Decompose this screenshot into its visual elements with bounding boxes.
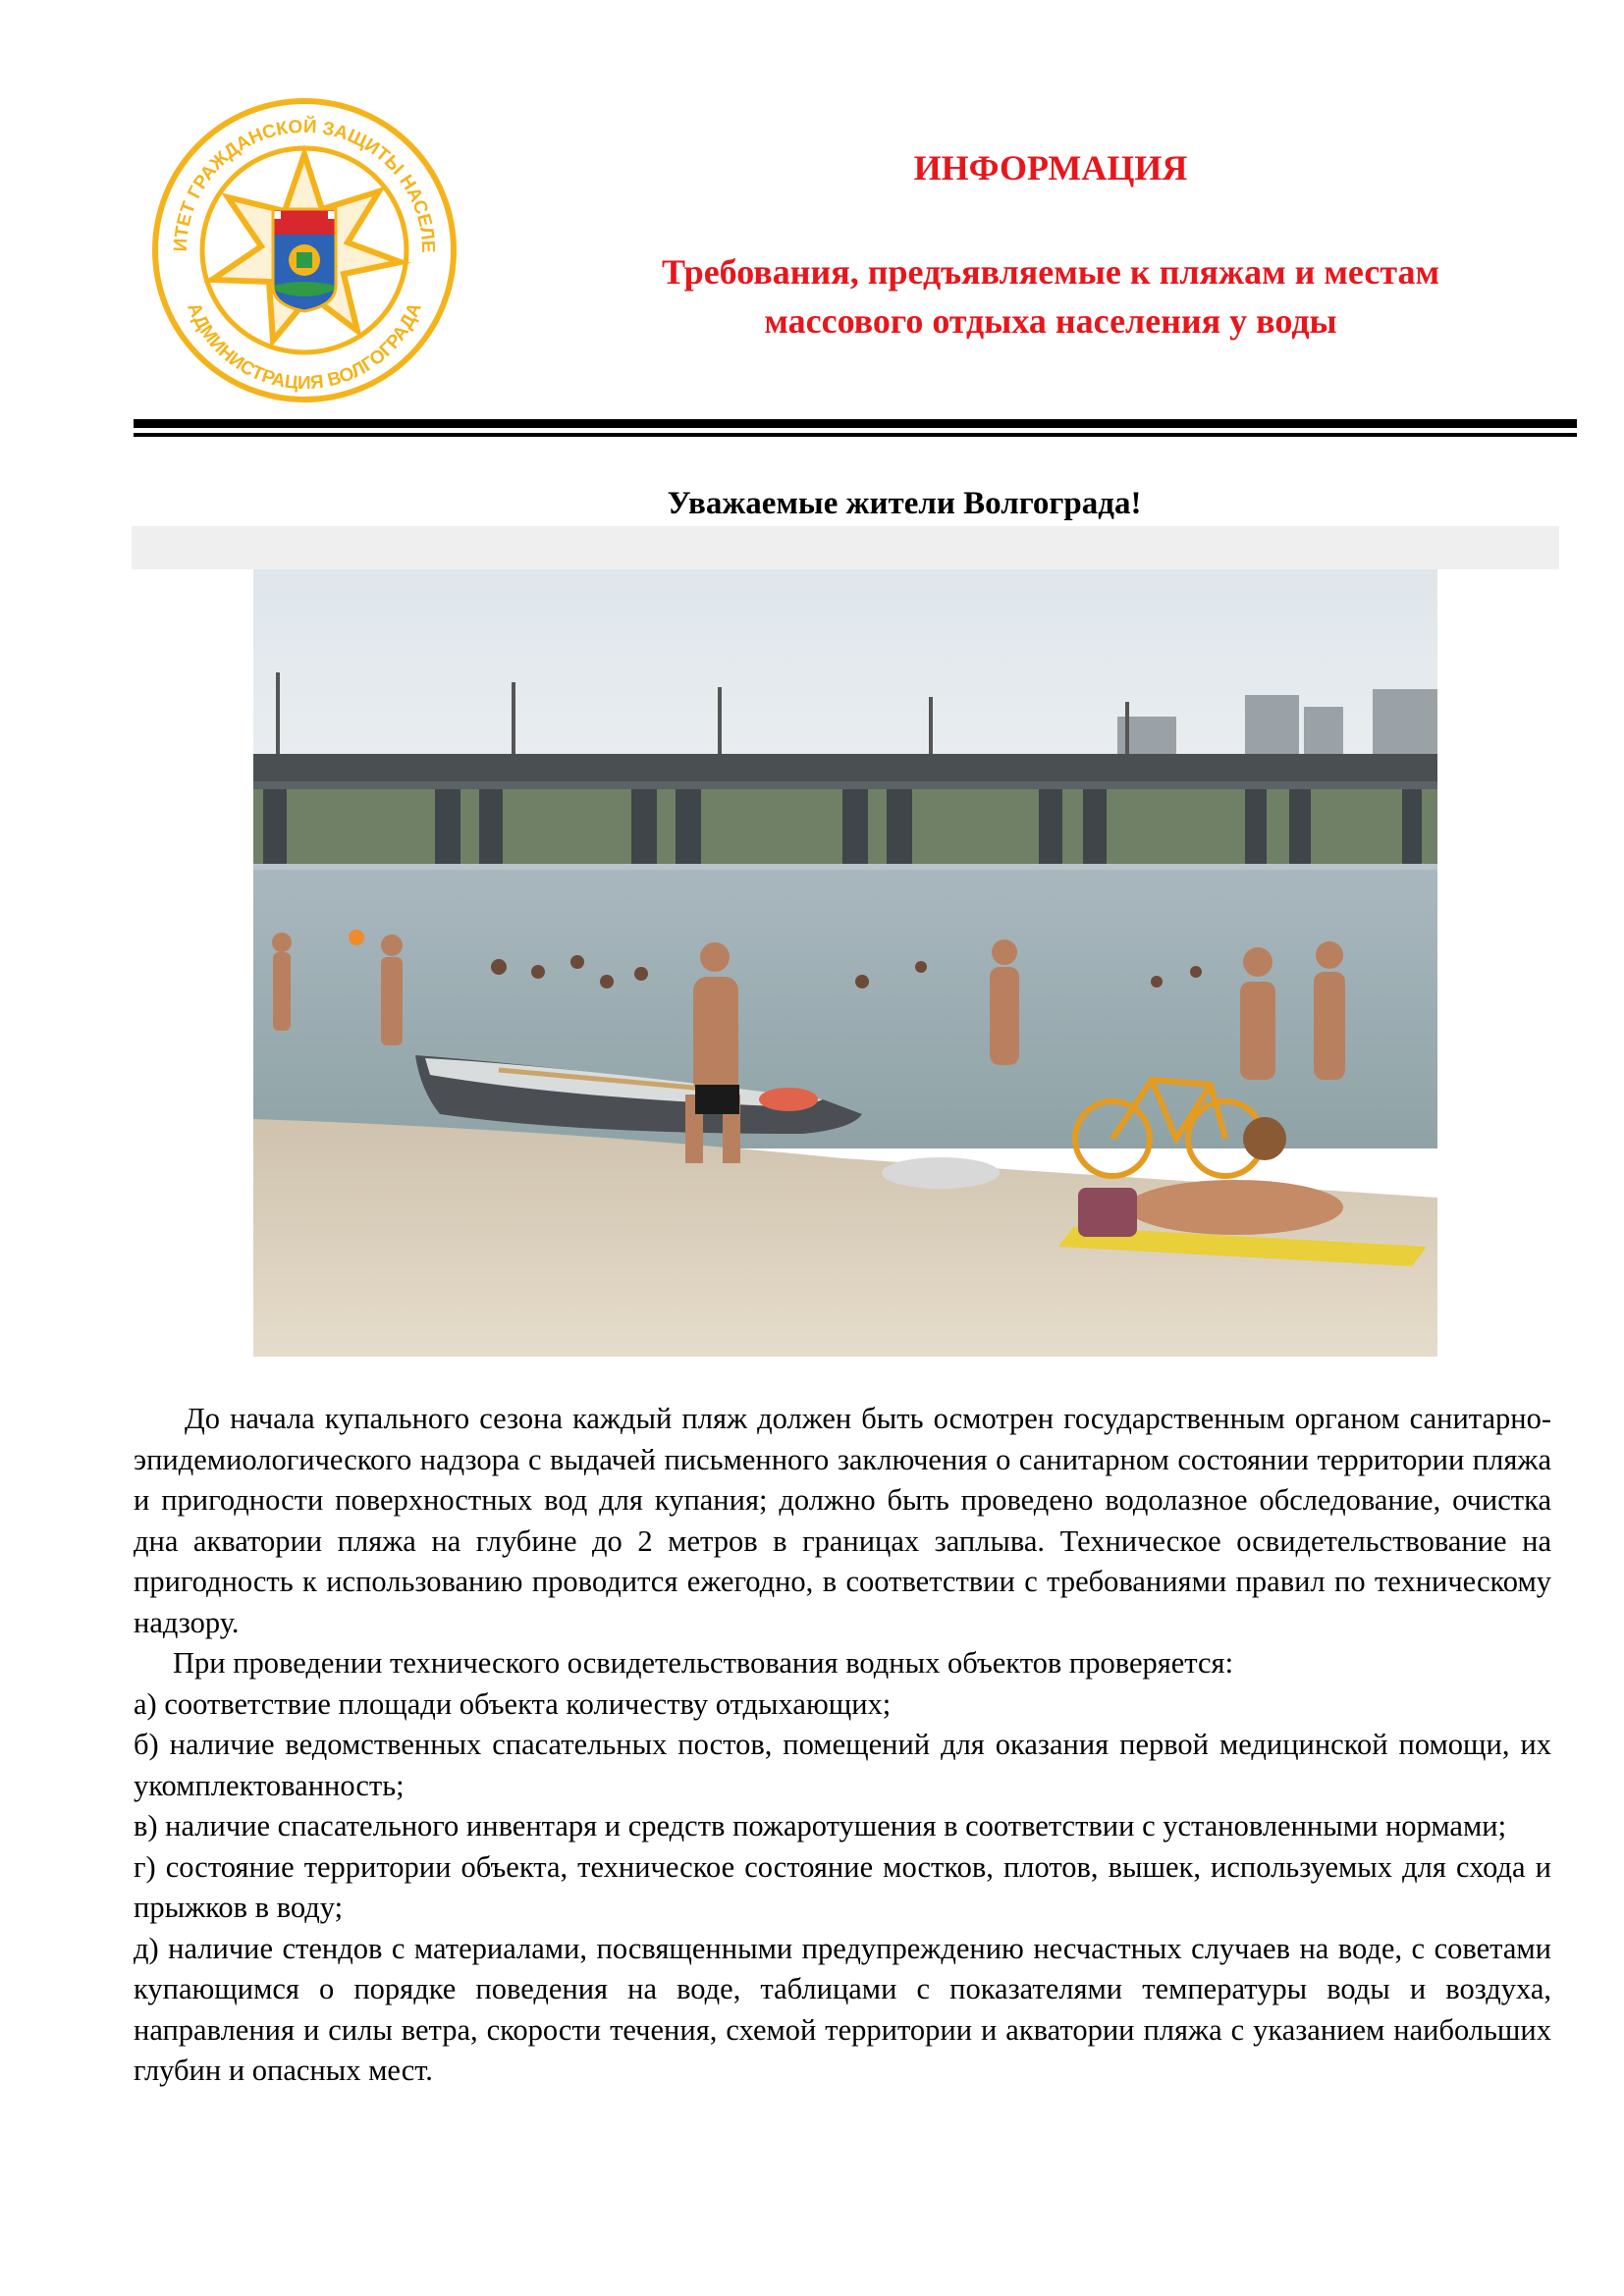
subtitle-line-1: Требования, предъявляемые к пляжам и местам (662, 252, 1439, 292)
list-item: д) наличие стендов с материалами, посвященными предупреждению несчастных случаев на воде, с советами купающимся о порядке поведения на воде, таблицами с показателями температуры воды и воздуха, направления и силы ветра, скорости течения, схемой территории и акватории пляжа с указанием наибольших глубин и опасных мест. (134, 1931, 1551, 2087)
intro-paragraph: До начала купального сезона каждый пляж должен быть осмотрен государственным органом санитарно-эпидемиологического надзора с выдачей письменного заключения о санитарном состоянии территории пляжа и пригодности поверхностных вод для купания; должно быть проведено водолазное обследование, очистка дна акватории пляжа на глубине до 2 метров в границах заплыва. Техническое освидетельствование на пригодность к использованию проводится ежегодно, в соответствии с требованиями правил по техническому надзору. (134, 1402, 1551, 1639)
beach-photo (253, 569, 1437, 1357)
grey-band (132, 526, 1559, 569)
svg-text:КОМИТЕТ ГРАЖДАНСКОЙ ЗАЩИТЫ НАС: ИТЕТ ГРАЖДАНСКОЙ ЗАЩИТЫ НАСЕЛЕ (170, 116, 439, 253)
list-item: в) наличие спасательного инвентаря и средств пожаротушения в соответствии с установленными нормами; (134, 1809, 1507, 1842)
header-divider-thin (134, 433, 1577, 437)
emblem-icon (147, 93, 461, 407)
beach-photo-icon (253, 569, 1437, 1357)
subtitle-line-2: массового отдыха населения у воды (764, 301, 1337, 341)
list-item: а) соответствие площади объекта количеству отдыхающих; (134, 1686, 892, 1721)
body-text (134, 1399, 1551, 2092)
page-title: ИНФОРМАЦИЯ (913, 148, 1188, 187)
list-item: б) наличие ведомственных спасательных постов, помещений для оказания первой медицинской помощи, их укомплектованность; (134, 1728, 1551, 1802)
list-item: г) состояние территории объекта, техническое состояние мостков, плотов, вышек, используемых для схода и прыжков в воду; (134, 1849, 1551, 1924)
svg-text:АДМИНИСТРАЦИЯ ВОЛГОГРАДА: АДМИНИСТРАЦИЯ ВОЛГОГРАДА (183, 299, 426, 395)
page-subtitle (511, 247, 1591, 346)
emblem-logo (147, 93, 461, 407)
greeting-heading: Уважаемые жители Волгограда! (667, 486, 1142, 521)
lead-paragraph: При проведении технического освидетельствования водных объектов проверяется: (173, 1646, 1234, 1680)
header-divider-thick (134, 419, 1577, 428)
